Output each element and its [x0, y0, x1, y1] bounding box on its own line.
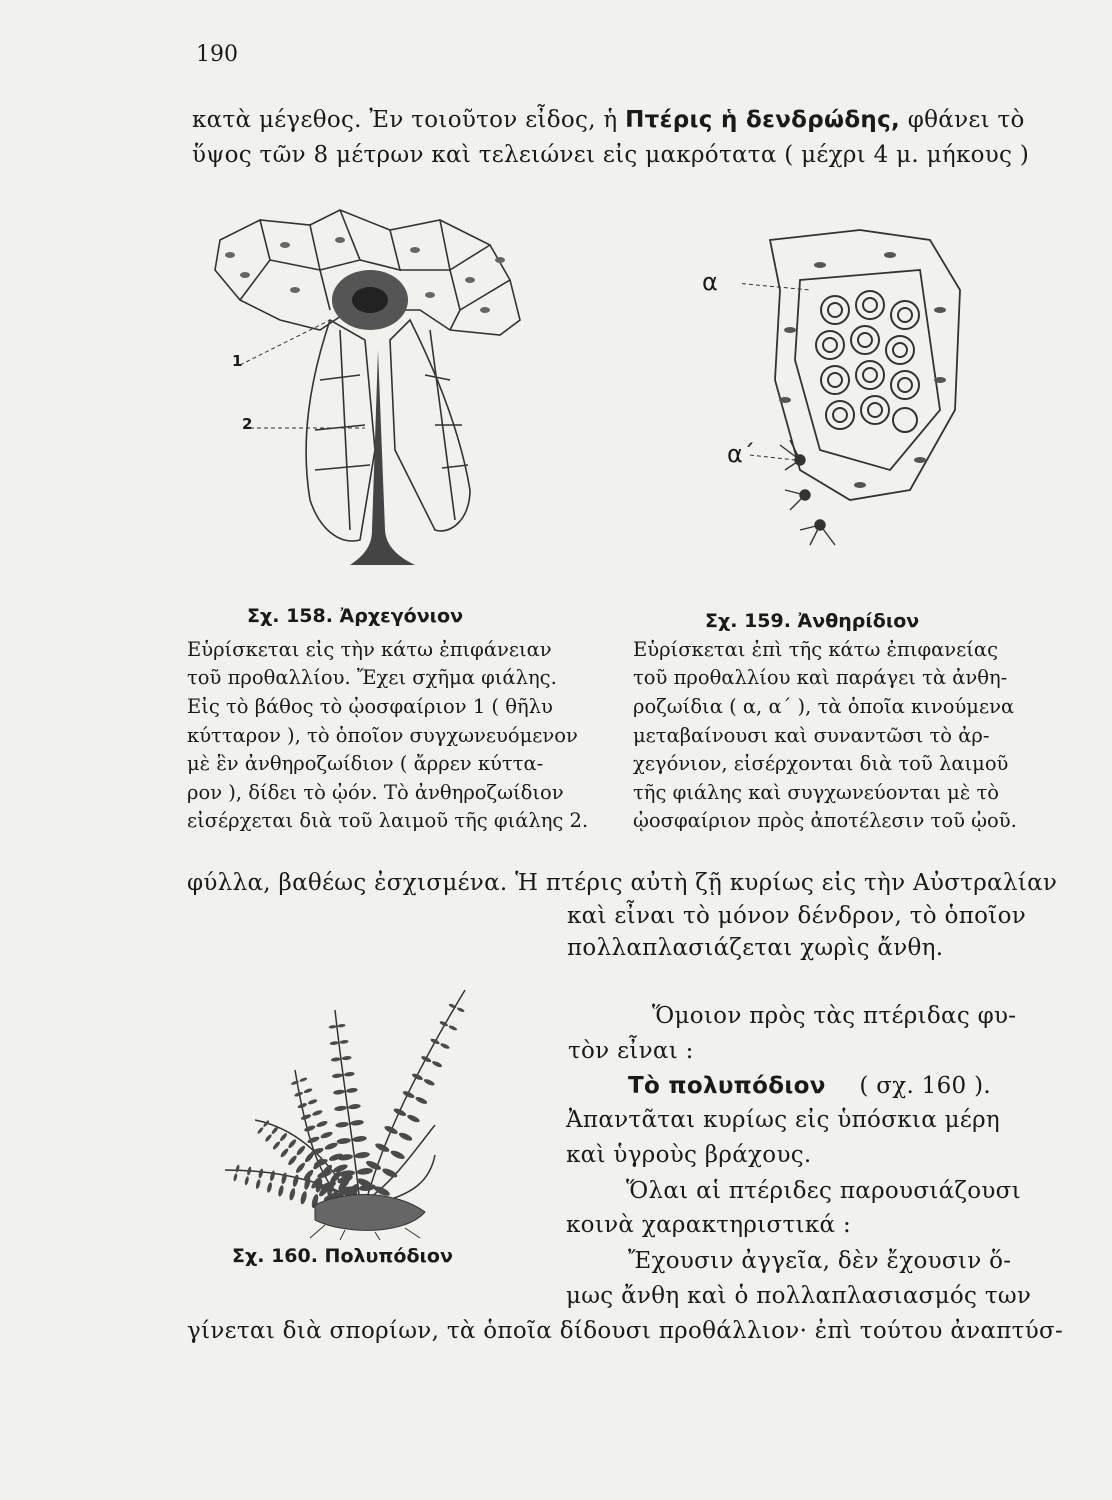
fern-leaflet [430, 1038, 441, 1046]
last-line: γίνεται διὰ σπορίων, τὰ ὁποῖα δίδουσι προθάλλιον· ἐπὶ τούτου ἀναπτύσ- [187, 1318, 1064, 1344]
fig159-label-a: α [702, 268, 718, 296]
all-line-1: Ὅλαι αἱ πτέριδες παρουσιάζουσι [626, 1178, 1021, 1204]
fern-leaflet [235, 1164, 240, 1173]
fern-leaflet [440, 1042, 451, 1050]
fig159-line: τοῦ προθαλλίου καὶ παράγει τὰ ἀνθη- [633, 666, 1008, 689]
fern-leaflet [456, 1007, 465, 1013]
intro-species-name: Πτέρις ἡ δενδρώδης, [625, 107, 901, 133]
fern-leaflet [287, 1138, 297, 1149]
fern-leaflet [303, 1088, 313, 1094]
fern-leaflet [334, 1105, 347, 1111]
fig159-illustration [740, 210, 990, 570]
fern-leaflet [415, 1096, 428, 1106]
fern-leaflet [332, 1073, 343, 1079]
fern-leaflet [352, 1135, 367, 1142]
fern-leaflet [292, 1174, 300, 1187]
fig159-line: ᾠοσφαίριον πρὸς ἀποτέλεσιν τοῦ ᾠοῦ. [633, 809, 1017, 832]
found-line-1: Ἀπαντᾶται κυρίως εἰς ὑπόσκια μέρη [566, 1107, 1000, 1133]
fern-leaflet [255, 1179, 261, 1190]
fern-leaflet [393, 1107, 407, 1117]
fern-leaflet [258, 1168, 264, 1179]
similar-line-1: Ὅμοιον πρὸς τὰς πτέριδας φυ- [652, 1003, 1017, 1029]
fern-leaflet [336, 1137, 351, 1144]
fig159-line: χεγόνιον, εἰσέρχονται διὰ τοῦ λαιμοῦ [633, 752, 1009, 775]
fig158-illustration [200, 200, 540, 580]
fern-leaflet [316, 1120, 329, 1128]
fern-leaflet [448, 1024, 458, 1031]
fern-leaflet [269, 1170, 276, 1182]
fig158-title: Σχ. 158. Ἀρχεγόνιον [247, 605, 464, 627]
fig159-line: Εὑρίσκεται ἐπὶ τῆς κάτω ἐπιφανείας [633, 638, 998, 661]
fern-leaflet [300, 1113, 312, 1121]
fig160-illustration [195, 950, 535, 1240]
fern-leaflet [303, 1124, 316, 1132]
all-line-2: κοινὰ χαρακτηριστικά : [566, 1212, 852, 1238]
fern-leaflet [337, 1024, 345, 1028]
middle-line-2: καὶ εἶναι τὸ μόνον δένδρον, τὸ ὁποῖον [567, 903, 1027, 929]
middle-line-3: πολλαπλασιάζεται χωρὶς ἄνθη. [567, 935, 944, 961]
fig159-line: μεταβαίνουσι καὶ συναντῶσι τὸ ἀρ- [633, 724, 990, 747]
have-line-1: Ἔχουσιν ἀγγεῖα, δὲν ἔχουσιν ὅ- [628, 1248, 1012, 1274]
have-line-2: μως ἄνθη καὶ ὁ πολλαπλασιασμός των [566, 1283, 1032, 1309]
fern-leaflet [264, 1133, 272, 1142]
middle-line-1: φύλλα, βαθέως ἐσχισμένα. Ἡ πτέρις αὐτὴ ζῇ κυρίως εἰς τὴν Αὐστραλίαν [187, 870, 1058, 896]
fern-leaflet [342, 1056, 352, 1061]
similar-line-2: τὸν εἶναι : [568, 1038, 694, 1064]
polypody-name: Τὸ πολυπόδιον [628, 1073, 826, 1099]
fern-leaflet [346, 1087, 358, 1093]
fig159-title: Σχ. 159. Ἀνθηρίδιον [705, 610, 920, 632]
polypody-heading [628, 1073, 991, 1099]
fern-leaflet [406, 1113, 420, 1123]
fern-leaflet [330, 1041, 339, 1046]
fern-leaflet [356, 1167, 373, 1175]
fern-leaflet [320, 1131, 334, 1140]
fern-leaflet [390, 1149, 406, 1161]
fern-leaflet [233, 1173, 238, 1182]
fern-leaflet [354, 1151, 370, 1159]
intro-text-c: φθάνει τὸ [900, 107, 1025, 133]
fern-leaflet [331, 1057, 341, 1062]
fern-leaflet [431, 1060, 443, 1068]
fig159-label-a-prime: α΄ [727, 440, 755, 468]
fern-leaflet [420, 1055, 432, 1063]
intro-line-2: ὕψος τῶν 8 μέτρων καὶ τελειώνει εἰς μακρότατα ( μέχρι 4 μ. μήκους ) [192, 142, 1030, 168]
fern-leaflet [271, 1126, 279, 1135]
fig158-label-1: 1 [232, 352, 243, 370]
fig159-line: ροζωίδια ( α, α΄ ), τὰ ὁποῖα κινούμενα [633, 695, 1015, 718]
fern-leaflet [311, 1109, 323, 1117]
fern-leaflet [307, 1098, 318, 1105]
fern-leaflet [257, 1126, 265, 1134]
fern-leaflet [328, 1025, 336, 1029]
fig158-line: εἰσέρχεται διὰ τοῦ λαιμοῦ τῆς φιάλης 2. [187, 809, 589, 832]
fig158-line: ρον ), δίδει τὸ ᾠόν. Τὸ ἀνθηροζωίδιον [187, 781, 564, 804]
found-line-2: καὶ ὑγροὺς βράχους. [566, 1142, 812, 1168]
fern-leaflet [339, 1040, 348, 1045]
fig159-line: τῆς φιάλης καὶ συγχωνεύονται μὲ τὸ [633, 781, 1000, 804]
fern-leaflet [266, 1182, 273, 1194]
intro-line-1 [192, 107, 1025, 133]
fig160-title: Σχ. 160. Πολυπόδιον [232, 1245, 453, 1267]
fern-leaflet [328, 1152, 343, 1162]
fern-leaflet [279, 1147, 289, 1158]
fern-leaflet [295, 1145, 306, 1157]
fern-leaflet [295, 1161, 307, 1174]
intro-text-a: κατὰ μέγεθος. Ἐν τοιοῦτον εἶδος, ἡ [192, 107, 626, 133]
fern-leaflet [324, 1141, 338, 1151]
fern-leaflet [299, 1077, 308, 1083]
fig158-line: τοῦ προθαλλίου. Ἔχει σχῆμα φιάλης. [187, 666, 557, 689]
fern-leaflet [272, 1140, 281, 1150]
fern-leaflet [348, 1103, 361, 1109]
fern-leaflet [277, 1185, 284, 1197]
fig158-line: Εἰς τὸ βάθος τὸ ᾠοσφαίριον 1 ( θῆλυ [187, 695, 553, 718]
fern-leaflet [335, 1121, 349, 1128]
fern-leaflet [279, 1132, 288, 1142]
page-number: 190 [196, 42, 238, 67]
fern-leaflet [344, 1071, 355, 1077]
fig158-line: κύτταρον ), τὸ ὁποῖον συγχωνευόμενον [187, 724, 578, 747]
fern-leaflet [383, 1124, 398, 1135]
fern-leaflet [288, 1188, 296, 1201]
fern-leaflet [244, 1176, 250, 1186]
fern-leaflet [423, 1078, 436, 1087]
fig158-line: Εὑρίσκεται εἰς τὴν κάτω ἐπιφάνειαν [187, 638, 552, 661]
fern-leaflet [398, 1131, 413, 1142]
fern-leaflet [350, 1119, 364, 1126]
fig158-label-2: 2 [242, 415, 253, 433]
polypody-ref: ( σχ. 160 ). [859, 1073, 991, 1099]
fern-leaflet [287, 1154, 298, 1166]
fern-leaflet [333, 1089, 345, 1095]
fern-leaflet [299, 1190, 307, 1204]
fig158-line: μὲ ἓν ἀνθηροζωίδιον ( ἄρρεν κύττα- [187, 752, 544, 775]
